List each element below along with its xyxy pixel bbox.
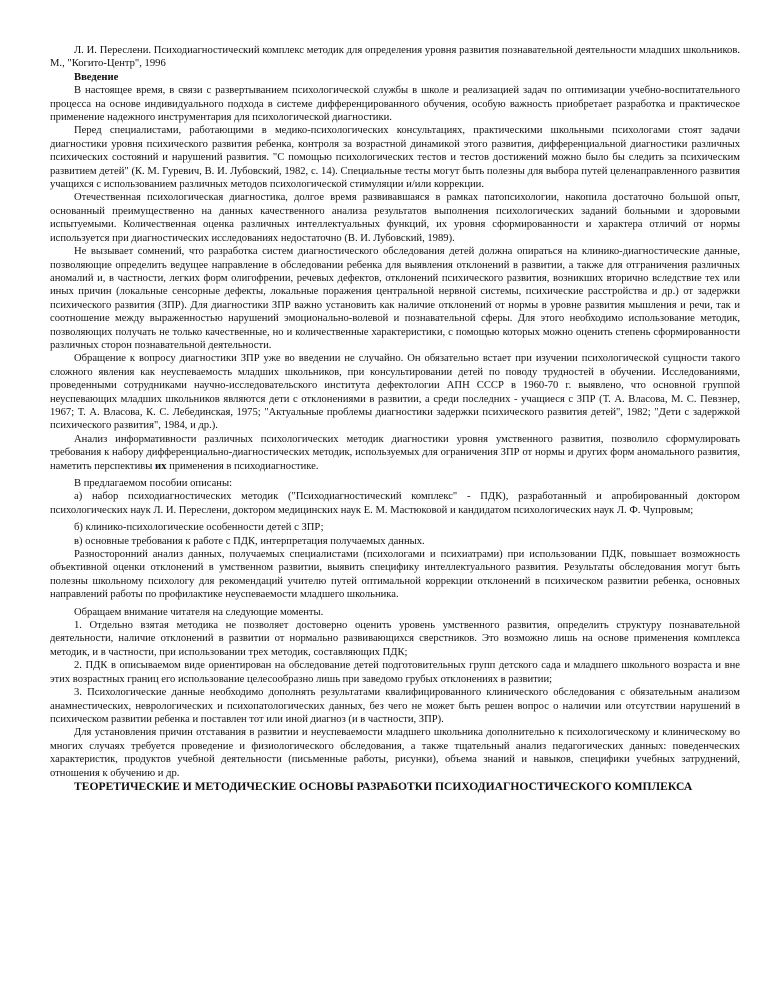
paragraph: В настоящее время, в связи с развертыванием психологической службы в школе и реализацией задач по оптимизации учебно-воспитательного процесса на основе индивидуального подхода в системе дифференцированного обучения, особую важность приобретает разработка и практическое применение надежного инструментария для психологической диагностики. [50, 85, 740, 124]
paragraph: Отечественная психологическая диагностика, долгое время развивавшаяся в рамках патопсихологии, накопила достаточно большой опыт, основанный преимущественно на данных качественного анализа результатов выполнения психологических заданий больными и здоровыми испытуемыми. Количественная оценка различных интеллектуальных функций, их уровня сформированности и характера отличий от нормы используется при диагностических исследованиях недостаточно (В. И. Лубовский, 1989). [50, 192, 740, 244]
list-item-c: в) основные требования к работе с ПДК, интерпретация получаемых данных. [74, 535, 425, 547]
citation: Л. И. Переслени. Психодиагностический комплекс методик для определения уровня развития познавательной деятельности младших школьников. М., "Когито-Центр", 1996 [50, 45, 740, 70]
list-item-b: б) клинико-психологические особенности детей с ЗПР; [74, 522, 324, 534]
point-1: 1. Отдельно взятая методика не позволяет достоверно оценить уровень умственного развития, определить структуру познавательной деятельности, наличие отклонений в развитии от нормально развивающихся сверстников. Это возможно лишь на основе применения комплекса методик, и в частности, при использовании трех методик, составляющих ПДК; [50, 620, 740, 658]
point-2: 2. ПДК в описываемом виде ориентирован на обследование детей подготовительных групп детского сада и младшего школьного возраста и вне этих возрастных границ его использование целесообразно лишь при заведомо грубых отклонениях в развитии; [50, 660, 740, 685]
attention-line: Обращаем внимание читателя на следующие моменты. [74, 606, 324, 618]
closing-paragraph: Для установления причин отставания в развитии и неуспеваемости младшего школьника дополнительно к психологическому и клиническому во многих случаях требуется проведение и физиологического обследования, а также тщательный анализ педагогических данных: поведенческих характеристик, продуктов учебной деятельности (письменные работы, рисунки), объема знаний и навыков, специфики учебных затруднений, отношения к обучению и др. [50, 727, 740, 779]
section-heading: ТЕОРЕТИЧЕСКИЕ И МЕТОДИЧЕСКИЕ ОСНОВЫ РАЗРАБОТКИ ПСИХОДИАГНОСТИЧЕСКОГО КОМПЛЕКСА [74, 779, 693, 793]
analysis-text-start: Анализ информативности различных психологических методик диагностики уровня умственного развития, позволило сформулировать требования к набору дифференциально-диагностических методик, используемых для ограничения ЗПР от нормы и других форм аномального развития, наметить перспективы [50, 433, 740, 472]
point-3: 3. Психологические данные необходимо дополнять результатами квалифицированного клинического обследования с обязательным анализом анамнестических, неврологических и психопатологических данных, без чего не может быть решен вопрос о наличии или отсутствии нарушений в психическом развитии ребенка и поставлен тот или иной диагноз (и в частности, ЗПР). [50, 687, 740, 725]
list-item-a: а) набор психодиагностических методик ("Психодиагностический комплекс" - ПДК), разработанный и апробированный доктором психологических наук Л. И. Переслени, доктором медицинских наук Е. М. Мастюковой и кандидатом психологических наук Л. Ф. Чупровым; [50, 491, 740, 516]
described-intro: В предлагаемом пособии описаны: [74, 478, 233, 489]
analysis-text-end: применения в психодиагностике. [166, 460, 319, 472]
analysis-bold-word: их [155, 460, 167, 472]
paragraph: Обращение к вопросу диагностики ЗПР уже во введении не случайно. Он обязательно встает при изучении психологической сущности такого сложного явления как неуспеваемость младших школьников, при консультировании детей по поводу трудностей в обучении. Исследованиями, проведенными сотрудниками научно-исследовательского института дефектологии АПН СССР в 1960-70 г. выявлено, что основной группой неуспевающих младших школьников являются дети с отклонениями в развитии, а среди последних - учащиеся с ЗПР (Т. А. Власова, М. С. Певзнер, 1967; Т. А. Власова, К. С. Лебединская, 1975; "Актуальные проблемы диагностики задержки психического развития детей", 1982; "Дети с задержкой психического развития", 1984, и др.). [50, 353, 740, 432]
multi-analysis-paragraph: Разносторонний анализ данных, получаемых специалистами (психологами и психиатрами) при использовании ПДК, повышает возможность объективной оценки отклонений в умственном развитии, выявить специфику интеллектуального развития. Результаты обследования могут быть полезны школьному психологу для рекомендаций учителю путей оптимальной коррекции отклонений в психическом развитии ребенка, основных направлений работы по профилактике неуспеваемости младшего школьника. [50, 549, 740, 601]
paragraph: Перед специалистами, работающими в медико-психологических консультациях, практическими школьными психологами стоят задачи диагностики уровня психического развития ребенка, контроля за возрастной динамикой этого развития, дифференциальной диагностики различных психических состояний и нарушений развития. "С помощью психологических тестов и тестов достижений можно было бы следить за психическим развитием детей" (К. М. Гуревич, В. И. Лубовский, 1982, с. 14). Специальные тесты могут быть полезны для выбора путей целенаправленного развития учащихся с использованием различных методов психологической стимуляции и/или коррекции. [50, 125, 740, 191]
analysis-paragraph [50, 433, 740, 473]
intro-heading: Введение [74, 71, 119, 83]
paragraph: Не вызывает сомнений, что разработка систем диагностического обследования детей должна опираться на клинико-диагностические данные, позволяющие определить ведущее направление в обследовании ребенка для выявления отклонений в развитии, а также для отграничения различных аномалий и, в частности, легких форм олигофрении, речевых дефектов, отклонений психического развития, возникших вторично вследствие тех или иных причин (локальные сенсорные дефекты, локальные поражения центральной нервной системы, психические расстройства и др.) от задержки психического развития (ЗПР). Для диагностики ЗПР важно установить как наличие отклонений от нормы в уровне развития мышления и речи, так и соотношение между выраженностью нарушений эмоционально-волевой и познавательной сферы. Для этого необходимо использование методик, позволяющих получать не только качественные, но и количественные характеристики, с помощью которых можно оценить степень сформированности различных сторон познавательной деятельности. [50, 246, 740, 351]
